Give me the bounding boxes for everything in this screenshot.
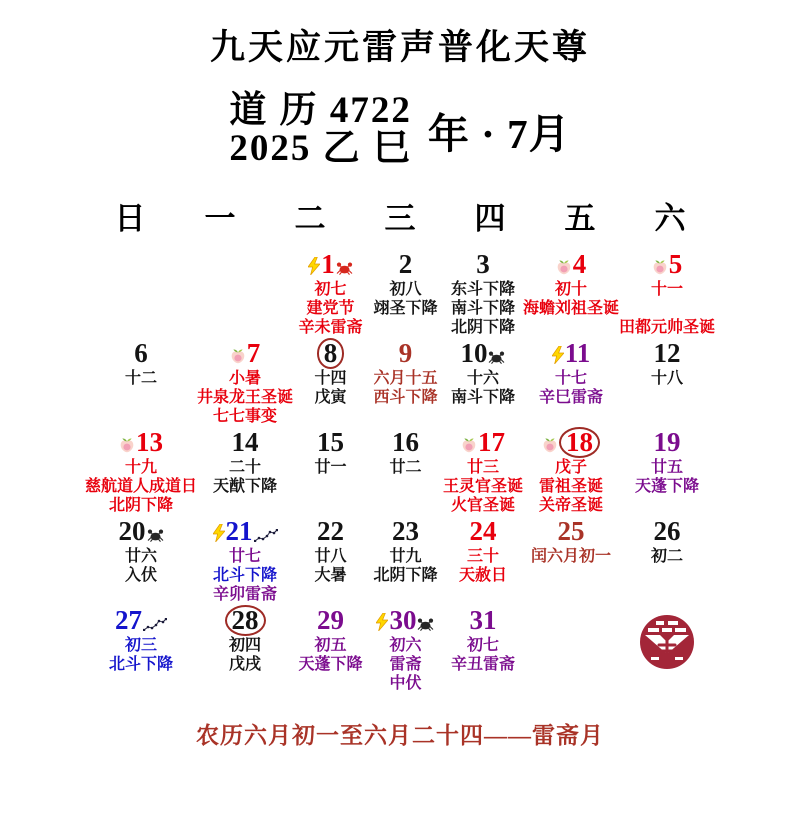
day-note-line: 西斗下降 [373, 388, 438, 406]
day-note-line: 七七事变 [213, 407, 278, 425]
day-note-line: 戊寅 [314, 388, 347, 406]
day-cell-10 [443, 337, 523, 426]
day-cell-8 [293, 337, 368, 426]
date-number-line [368, 605, 443, 636]
date-number-line [85, 338, 197, 369]
date-number-line [197, 338, 293, 369]
day-note-line: 三十 [466, 547, 499, 565]
day-note-line: 十九 [125, 458, 158, 476]
day-note-line: 北阴下降 [450, 318, 515, 336]
day-cell-7 [197, 337, 293, 426]
scorpion-icon [488, 350, 505, 364]
date-number-line [443, 516, 523, 547]
date-number-line [619, 249, 715, 280]
day-cell-20 [85, 515, 197, 604]
date-number: 11 [564, 337, 591, 368]
peach-icon [461, 437, 477, 453]
date-number: 7 [246, 337, 261, 368]
date-number: 19 [653, 426, 681, 457]
date-number-line [85, 427, 197, 458]
day-note-line: 关帝圣诞 [538, 496, 603, 514]
day-note-line: 廿三 [466, 458, 499, 476]
day-note-line: 田都元帅圣诞 [618, 318, 715, 336]
day-note-line: 初二 [650, 547, 683, 565]
peach-icon [652, 259, 668, 275]
lightning-icon [308, 257, 320, 275]
day-note-line: 辛丑雷斋 [450, 655, 515, 673]
weekday-5: 五 [564, 200, 596, 236]
day-note-line: 初六 [389, 636, 422, 654]
day-note-line: 十一 [650, 280, 683, 298]
day-cell-18 [523, 426, 619, 515]
day-note-line: 初八 [389, 280, 422, 298]
day-note-line: 海蟾刘祖圣诞 [522, 299, 619, 317]
day-note-line: 廿八 [314, 547, 347, 565]
day-note-line: 十七 [554, 369, 587, 387]
day-cell-16 [368, 426, 443, 515]
empty-cell [85, 248, 197, 337]
day-note-line: 十八 [650, 369, 683, 387]
weekday-header-row [85, 193, 715, 238]
day-note-line: 十二 [125, 369, 158, 387]
day-cell-2 [368, 248, 443, 337]
date-number: 16 [391, 426, 419, 457]
date-number: 23 [391, 515, 419, 546]
date-number: 27 [115, 604, 142, 635]
day-cell-5 [619, 248, 715, 337]
day-note-line: 南斗下降 [450, 388, 515, 406]
date-number: 5 [668, 248, 683, 279]
day-note-line: 北斗下降 [213, 566, 278, 584]
scorpion-icon [417, 617, 434, 631]
day-note-line: 二十 [229, 458, 262, 476]
date-number: 1 [321, 248, 335, 279]
day-note-line: 雷祖圣诞 [538, 477, 603, 495]
day-note-line: 火官圣诞 [450, 496, 515, 514]
day-note-line: 初五 [314, 636, 347, 654]
day-cell-31 [443, 604, 523, 693]
day-cell-22 [293, 515, 368, 604]
date-number-line [85, 605, 197, 636]
date-number: 18 [559, 427, 600, 458]
day-cell-12 [619, 337, 715, 426]
day-note-line: 十六 [466, 369, 499, 387]
scorpion-icon [147, 528, 164, 542]
day-cell-24 [443, 515, 523, 604]
day-cell-23 [368, 515, 443, 604]
day-cell-30 [368, 604, 443, 693]
weekday-2: 二 [294, 200, 326, 236]
date-number-line [293, 605, 368, 636]
day-note-line: 天猷下降 [213, 477, 278, 495]
empty-cell [523, 604, 619, 693]
date-number: 24 [469, 515, 497, 546]
date-number-line [368, 249, 443, 280]
date-number: 29 [317, 604, 344, 635]
day-note-line: 初三 [125, 636, 158, 654]
day-note-line: 初十 [554, 280, 587, 298]
day-note-line: 廿九 [389, 547, 422, 565]
date-number-line [523, 249, 619, 280]
date-number: 31 [469, 604, 497, 635]
date-number-line [197, 516, 293, 547]
weekday-0: 日 [114, 200, 146, 236]
date-number: 14 [231, 426, 259, 457]
weekday-4: 四 [474, 200, 506, 236]
day-note-line: 中伏 [389, 674, 422, 692]
date-number-line [443, 427, 523, 458]
day-cell-27 [85, 604, 197, 693]
date-number-line [85, 516, 197, 547]
day-cell-21 [197, 515, 293, 604]
seal-cell [619, 604, 715, 693]
day-cell-3 [443, 248, 523, 337]
date-number: 21 [225, 515, 253, 546]
date-number-line [293, 427, 368, 458]
lightning-icon [376, 613, 388, 631]
day-note-line: 十四 [314, 369, 347, 387]
day-note-line: 翊圣下降 [373, 299, 438, 317]
day-note-line: 廿一 [314, 458, 347, 476]
date-number: 12 [653, 337, 681, 368]
lightning-icon [213, 524, 225, 542]
day-note-line: 初七 [314, 280, 347, 298]
date-number-line [523, 427, 619, 458]
day-note-line: 天蓬下降 [634, 477, 699, 495]
day-note-line: 辛卯雷斋 [213, 585, 278, 603]
day-cell-29 [293, 604, 368, 693]
era-line-gregorian: 2025 乙 巳 [229, 128, 412, 170]
day-note-line: 辛巳雷斋 [538, 388, 603, 406]
day-note-line: 廿二 [389, 458, 422, 476]
date-number: 22 [317, 515, 344, 546]
era-month-label: 年 · 7月 [427, 110, 571, 157]
day-cell-19 [619, 426, 715, 515]
day-cell-25 [523, 515, 619, 604]
footer-note: 农历六月初一至六月二十四——雷斋月 [196, 722, 604, 748]
day-cell-15 [293, 426, 368, 515]
day-note-line: 戊戌 [229, 655, 262, 673]
day-note-line: 慈航道人成道日 [85, 477, 198, 495]
weekday-3: 三 [384, 200, 416, 236]
day-note-line: 雷斋 [389, 655, 422, 673]
date-number-line [619, 427, 715, 458]
day-note-line [619, 299, 715, 318]
date-number: 4 [572, 248, 587, 279]
day-note-line: 井泉龙王圣诞 [197, 388, 294, 406]
date-number-line [523, 516, 619, 547]
day-note-line: 闰六月初一 [530, 547, 611, 565]
day-note-line: 北阴下降 [109, 496, 174, 514]
date-number: 26 [653, 515, 681, 546]
big-dipper-icon [254, 529, 278, 542]
day-note-line: 入伏 [125, 566, 158, 584]
date-number: 3 [476, 248, 490, 279]
day-note-line: 东斗下降 [450, 280, 515, 298]
weekday-6: 六 [654, 200, 686, 236]
day-note-line: 大暑 [314, 566, 347, 584]
date-number-line [523, 338, 619, 369]
day-cell-14 [197, 426, 293, 515]
day-cell-4 [523, 248, 619, 337]
peach-icon [556, 259, 572, 275]
date-number: 9 [398, 337, 413, 368]
date-number: 13 [136, 426, 163, 457]
era-line-dao: 道 历 4722 [229, 90, 412, 131]
date-number-line [443, 605, 523, 636]
day-note-line: 王灵官圣诞 [442, 477, 523, 495]
era-heading [0, 92, 800, 169]
day-note-line: 天蓬下降 [298, 655, 363, 673]
day-cell-9 [368, 337, 443, 426]
date-number-line [443, 249, 523, 280]
date-number-line [619, 516, 715, 547]
lightning-icon [552, 346, 564, 364]
empty-cell [197, 248, 293, 337]
page-title: 九天应元雷声普化天尊 [209, 28, 590, 67]
date-number: 20 [118, 515, 146, 546]
day-note-line: 初七 [466, 636, 499, 654]
date-number-line [293, 338, 368, 369]
date-number: 6 [134, 337, 148, 368]
peach-icon [230, 348, 246, 364]
date-number: 17 [477, 426, 505, 457]
date-number-line [368, 338, 443, 369]
day-note-line: 北阴下降 [373, 566, 438, 584]
big-dipper-icon [143, 618, 167, 631]
era-year-block [229, 92, 412, 169]
day-cell-28 [197, 604, 293, 693]
date-number-line [443, 338, 523, 369]
day-note-line: 初四 [229, 636, 262, 654]
day-cell-13 [85, 426, 197, 515]
day-note-line: 小暑 [229, 369, 262, 387]
day-note-line: 廿七 [229, 547, 262, 565]
peach-icon [119, 437, 135, 453]
date-number: 30 [389, 604, 417, 635]
date-number-line [197, 605, 293, 636]
day-cell-1 [293, 248, 368, 337]
day-cell-11 [523, 337, 619, 426]
date-number-line [293, 249, 368, 280]
calendar-grid [85, 248, 715, 693]
day-note-line: 廿五 [650, 458, 683, 476]
peach-icon [542, 437, 558, 453]
day-note-line: 廿六 [125, 547, 158, 565]
weekday-1: 一 [204, 200, 236, 236]
day-cell-26 [619, 515, 715, 604]
date-number-line [619, 338, 715, 369]
day-cell-17 [443, 426, 523, 515]
date-number-line [197, 427, 293, 458]
day-note-line: 六月十五 [373, 369, 438, 387]
day-note-line: 戊子 [554, 458, 587, 476]
date-number: 15 [317, 426, 344, 457]
thunder-seal-icon [638, 613, 696, 671]
day-note-line: 南斗下降 [450, 299, 515, 317]
day-note-line: 辛未雷斋 [298, 318, 363, 336]
date-number: 8 [317, 338, 345, 369]
date-number: 10 [460, 337, 488, 368]
day-note-line: 建党节 [306, 299, 355, 317]
date-number-line [368, 427, 443, 458]
date-number: 28 [225, 605, 266, 636]
date-number-line [293, 516, 368, 547]
date-number-line [368, 516, 443, 547]
day-note-line: 天赦日 [458, 566, 507, 584]
day-cell-6 [85, 337, 197, 426]
day-note-line: 北斗下降 [109, 655, 174, 673]
date-number: 2 [398, 248, 413, 279]
crab-icon [336, 261, 353, 275]
date-number: 25 [557, 515, 585, 546]
